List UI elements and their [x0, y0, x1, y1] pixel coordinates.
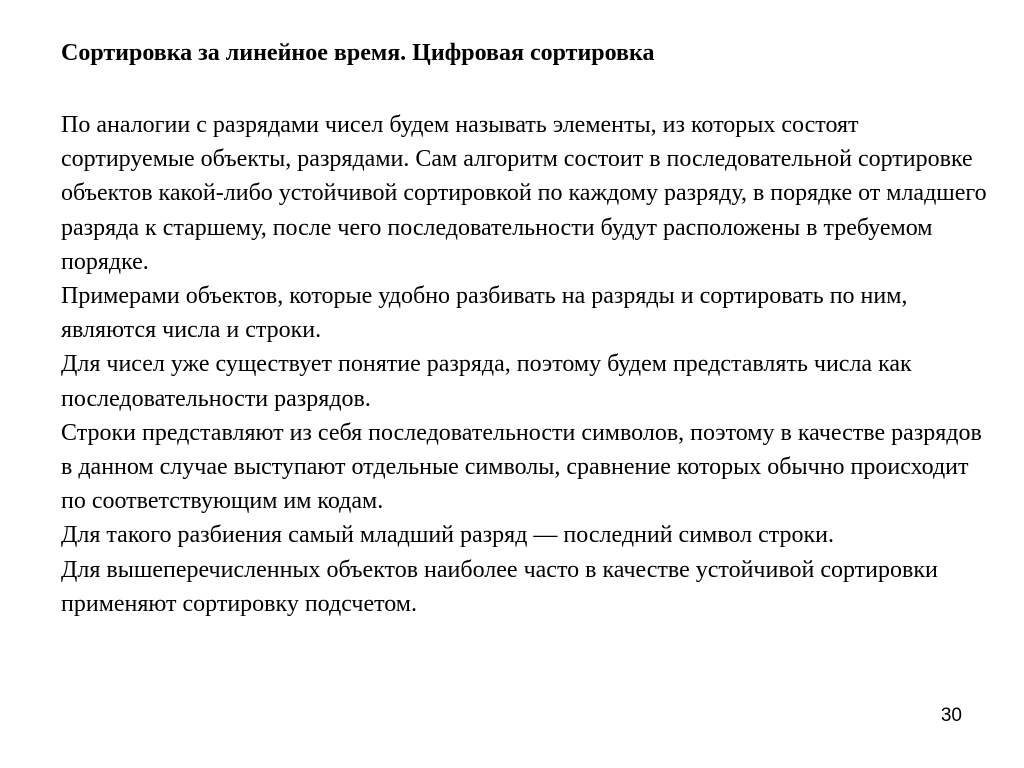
slide-title: Сортировка за линейное время. Цифровая сортировка — [61, 40, 655, 66]
paragraph-strings: Строки представляют из себя последовательности символов, поэтому в качестве разрядов в данном случае выступают отдельные символы, сравнение которых обычно происходит по соответствующим им кодам. — [61, 419, 982, 515]
page-number: 30 — [940, 705, 962, 726]
paragraph-counting-sort: Для вышеперечисленных объектов наиболее часто в качестве устойчивой сортировки применяют сортировку подсчетом. — [61, 556, 938, 617]
paragraph-examples: Примерами объектов, которые удобно разбивать на разряды и сортировать по ним, являются числа и строки. — [61, 283, 908, 344]
paragraph-least-significant: Для такого разбиения самый младший разряд — последний символ строки. — [61, 522, 835, 549]
slide-body — [61, 108, 996, 621]
paragraph-numbers: Для чисел уже существует понятие разряда, поэтому будем представлять числа как последовательности разрядов. — [61, 351, 912, 412]
paragraph-digit-analogy: По аналогии с разрядами чисел будем называть элементы, из которых состоят сортируемые объекты, разрядами. Сам алгоритм состоит в последовательной сортировке объектов какой-либо устойчивой сортировкой по каждому разряду, в порядке от младшего разряда к старшему, после чего последовательности будут расположены в требуемом порядке. — [61, 112, 987, 275]
